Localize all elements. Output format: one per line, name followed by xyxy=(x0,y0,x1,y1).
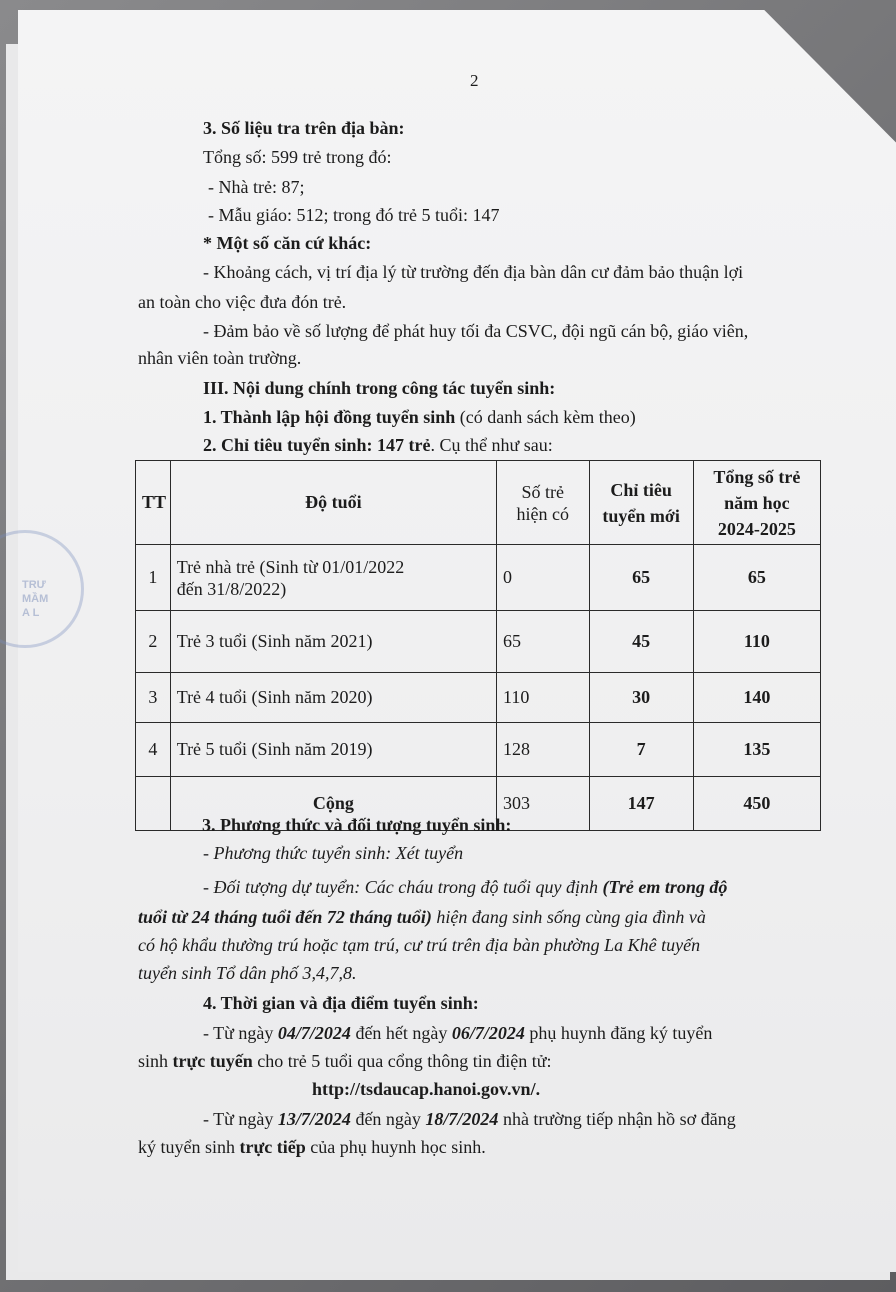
schedule-line-4: ký tuyển sinh trực tiếp của phụ huynh học sinh. xyxy=(138,1137,486,1157)
enrollment-quota-table xyxy=(135,460,821,831)
table-row: 1 Trẻ nhà trẻ (Sinh từ 01/01/2022 đến 31/8/2022) 0 65 65 xyxy=(136,545,821,611)
item3-title: 3. Phương thức và đối tượng tuyển sinh: xyxy=(202,815,512,835)
kindergarten-count: - Mẫu giáo: 512; trong đó trẻ 5 tuổi: 147 xyxy=(208,205,500,225)
admission-target-d: tuyển sinh Tổ dân phố 3,4,7,8. xyxy=(138,963,357,983)
registration-url: http://tsdaucap.hanoi.gov.vn/. xyxy=(312,1079,541,1099)
admission-target-b: tuổi từ 24 tháng tuổi đến 72 tháng tuổi) hiện đang sinh sống cùng gia đình và xyxy=(138,907,706,927)
table-row: 2 Trẻ 3 tuổi (Sinh năm 2021) 65 45 110 xyxy=(136,611,821,673)
header-new-quota: Chỉ tiêu tuyển mới xyxy=(589,461,693,545)
stamp-text: TRƯ MẦM A L xyxy=(22,579,49,619)
other-basis-1a: - Khoảng cách, vị trí địa lý từ trường đến địa bàn dân cư đảm bảo thuận lợi xyxy=(203,262,744,282)
table-row: 3 Trẻ 4 tuổi (Sinh năm 2020) 110 30 140 xyxy=(136,673,821,723)
admission-target-a: - Đối tượng dự tuyển: Các cháu trong độ tuổi quy định (Trẻ em trong độ xyxy=(203,877,728,897)
other-basis-2a: - Đảm bảo về số lượng để phát huy tối đa CSVC, đội ngũ cán bộ, giáo viên, xyxy=(203,321,749,341)
nursery-count: - Nhà trẻ: 87; xyxy=(208,177,305,197)
table-sum-row: Cộng 303 147 450 xyxy=(136,777,821,831)
other-basis-2b: nhân viên toàn trường. xyxy=(138,348,302,368)
schedule-line-1: - Từ ngày 04/7/2024 đến hết ngày 06/7/2024 phụ huynh đăng ký tuyển xyxy=(203,1023,713,1043)
other-basis-1b: an toàn cho việc đưa đón trẻ. xyxy=(138,292,347,312)
part3-item2: 2. Chỉ tiêu tuyển sinh: 147 trẻ. Cụ thể như sau: xyxy=(203,435,553,455)
schedule-line-3: - Từ ngày 13/7/2024 đến ngày 18/7/2024 nhà trường tiếp nhận hồ sơ đăng xyxy=(203,1109,736,1129)
part3-item1: 1. Thành lập hội đồng tuyển sinh (có danh sách kèm theo) xyxy=(203,407,636,427)
page-number: 2 xyxy=(470,71,479,90)
schedule-line-2: sinh trực tuyến cho trẻ 5 tuổi qua cổng thông tin điện tử: xyxy=(138,1051,552,1071)
admission-target-c: có hộ khẩu thường trú hoặc tạm trú, cư trú trên địa bàn phường La Khê tuyến xyxy=(138,935,701,955)
header-total: Tổng số trẻ năm học 2024-2025 xyxy=(693,461,820,545)
header-age: Độ tuổi xyxy=(170,461,496,545)
age-cell: Trẻ nhà trẻ (Sinh từ 01/01/2022 đến 31/8/2022) xyxy=(170,545,496,611)
table-header-row xyxy=(136,461,821,545)
section3-title: 3. Số liệu tra trên địa bàn: xyxy=(203,118,405,138)
header-tt: TT xyxy=(136,461,171,545)
other-basis-title: * Một số căn cứ khác: xyxy=(203,233,372,253)
item4-title: 4. Thời gian và địa điểm tuyển sinh: xyxy=(203,993,479,1013)
header-current: Số trẻ hiện có xyxy=(497,461,590,545)
total-children: Tổng số: 599 trẻ trong đó: xyxy=(203,147,392,167)
sum-label: Cộng xyxy=(170,777,496,831)
table-row: 4 Trẻ 5 tuổi (Sinh năm 2019) 128 7 135 xyxy=(136,723,821,777)
admission-method: - Phương thức tuyển sinh: Xét tuyển xyxy=(203,843,464,863)
part3-title: III. Nội dung chính trong công tác tuyển sinh: xyxy=(203,378,556,398)
